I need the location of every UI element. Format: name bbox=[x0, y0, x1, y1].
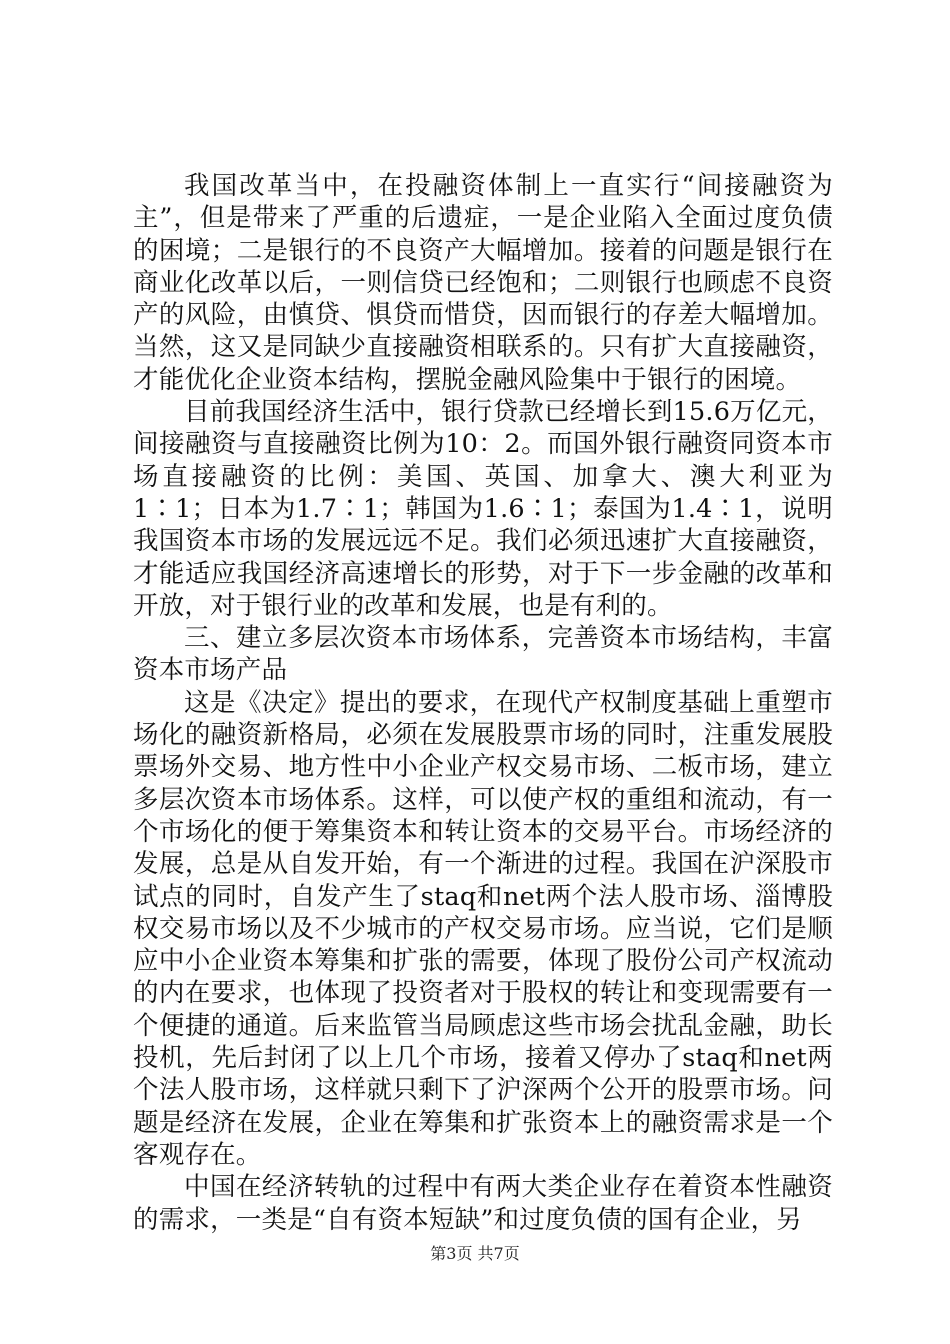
paragraph-enterprise-demand: 中国在经济转轨的过程中有两大类企业存在着资本性融资的需求，一类是“自有资本短缺”和过度负债的国有企业，另 bbox=[133, 1172, 833, 1235]
paragraph-multilevel-market: 这是《决定》提出的要求，在现代产权制度基础上重塑市场化的融资新格局，必须在发展股票市场的同时，注重发展股票场外交易、地方性中小企业产权交易市场、二板市场，建立多层次资本市场体系。这样，可以使产权的重组和流动，有一个市场化的便于筹集资本和转让资本的交易平台。市场经济的发展，总是从自发开始，有一个渐进的过程。我国在沪深股市试点的同时，自发产生了staq和net两个法人股市场、淄博股权交易市场以及不少城市的产权交易市场。应当说，它们是顺应中小企业资本筹集和扩张的需要，体现了股份公司产权流动的内在要求，也体现了投资者对于股权的转让和变现需要有一个便捷的通道。后来监管当局顾虑这些市场会扰乱金融，助长投机，先后封闭了以上几个市场，接着又停办了staq和net两个法人股市场，这样就只剩下了沪深两个公开的股票市场。问题是经济在发展，企业在筹集和扩张资本上的融资需求是一个客观存在。 bbox=[133, 687, 833, 1170]
document-body bbox=[133, 170, 833, 1236]
section-heading: 三、建立多层次资本市场体系，完善资本市场结构，丰富资本市场产品 bbox=[133, 623, 833, 686]
paragraph-indirect-financing: 我国改革当中，在投融资体制上一直实行“间接融资为主”，但是带来了严重的后遗症，一是企业陷入全面过度负债的困境；二是银行的不良资产大幅增加。接着的问题是银行在商业化改革以后，一则信贷已经饱和；二则银行也顾虑不良资产的风险，由慎贷、惧贷而惜贷，因而银行的存差大幅增加。当然，这又是同缺少直接融资相联系的。只有扩大直接融资，才能优化企业资本结构，摆脱金融风险集中于银行的困境。 bbox=[133, 171, 833, 395]
paragraph-loan-ratio: 目前我国经济生活中，银行贷款已经增长到15.6万亿元，间接融资与直接融资比例为10：2。而国外银行融资同资本市场直接融资的比例：美国、英国、加拿大、澳大利亚为1∶1；日本为1.7∶1；韩国为1.6∶1；泰国为1.4∶1，说明我国资本市场的发展远远不足。我们必须迅速扩大直接融资，才能适应我国经济高速增长的形势，对于下一步金融的改革和开放，对于银行业的改革和发展，也是有利的。 bbox=[133, 397, 833, 621]
page-number-footer: 第3页 共7页 bbox=[430, 1244, 520, 1263]
